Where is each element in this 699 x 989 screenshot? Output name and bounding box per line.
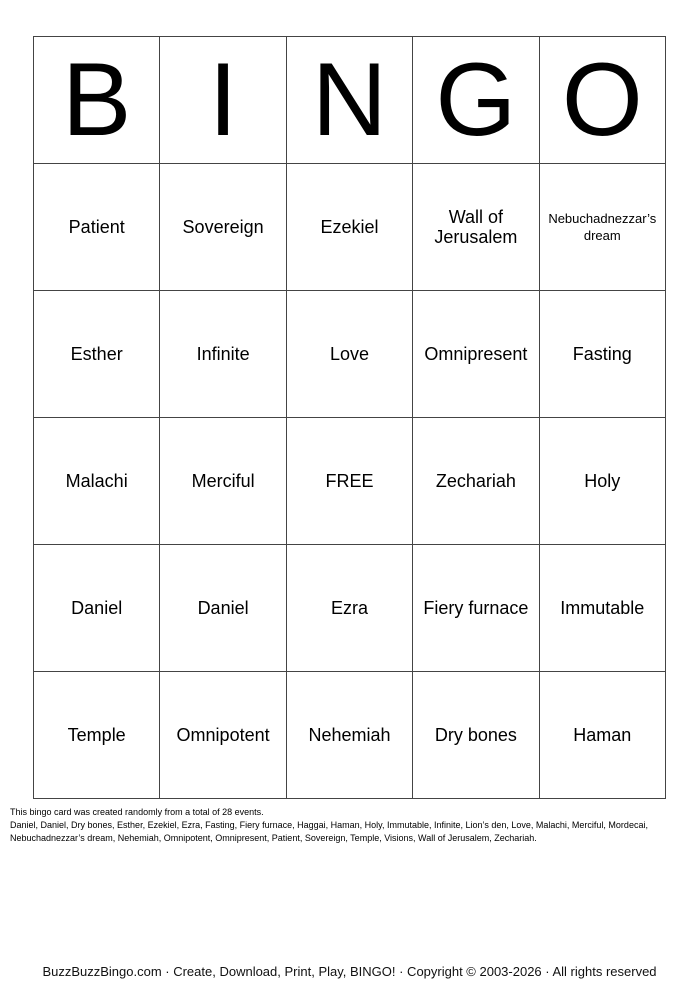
free-space-cell: FREE bbox=[286, 418, 412, 545]
card-description-intro: This bingo card was created randomly from a total of 28 events. bbox=[10, 807, 264, 817]
bingo-cell: Haman bbox=[539, 672, 665, 799]
bingo-cell: Omnipresent bbox=[413, 291, 539, 418]
bingo-cell: Daniel bbox=[34, 545, 160, 672]
bingo-cell: Patient bbox=[34, 164, 160, 291]
header-letter-b: B bbox=[34, 37, 160, 164]
bingo-cell: Omnipotent bbox=[160, 672, 286, 799]
bingo-cell: Love bbox=[286, 291, 412, 418]
bingo-cell: Malachi bbox=[34, 418, 160, 545]
header-letter-n: N bbox=[286, 37, 412, 164]
copyright-footer: BuzzBuzzBingo.com · Create, Download, Print, Play, BINGO! · Copyright © 2003-2026 · All rights reserved bbox=[42, 964, 657, 979]
bingo-cell: Temple bbox=[34, 672, 160, 799]
bingo-cell: Wall of Jerusalem bbox=[413, 164, 539, 291]
card-description bbox=[10, 806, 694, 845]
bingo-row bbox=[34, 545, 666, 672]
bingo-cell: Esther bbox=[34, 291, 160, 418]
header-letter-o: O bbox=[539, 37, 665, 164]
bingo-cell: Merciful bbox=[160, 418, 286, 545]
bingo-cell: Zechariah bbox=[413, 418, 539, 545]
bingo-cell: Sovereign bbox=[160, 164, 286, 291]
header-letter-i: I bbox=[160, 37, 286, 164]
card-event-list: Daniel, Daniel, Dry bones, Esther, Ezekiel, Ezra, Fasting, Fiery furnace, Haggai, Haman, Holy, Immutable, Infinite, Lion’s den, Love, Malachi, Merciful, Mordecai, Nebuchadnezzar’s dream, Nehemiah, Omnipotent, Omnipresent, Patient, Sovereign, Temple, Visions, Wall of Jerusalem, Zechariah. bbox=[10, 820, 648, 843]
bingo-cell: Nebuchadnezzar’s dream bbox=[539, 164, 665, 291]
header-letter-g: G bbox=[413, 37, 539, 164]
bingo-cell: Fasting bbox=[539, 291, 665, 418]
bingo-cell: Holy bbox=[539, 418, 665, 545]
bingo-header-row bbox=[34, 37, 666, 164]
bingo-cell: Dry bones bbox=[413, 672, 539, 799]
bingo-cell: Fiery furnace bbox=[413, 545, 539, 672]
bingo-cell: Immutable bbox=[539, 545, 665, 672]
bingo-cell: Daniel bbox=[160, 545, 286, 672]
bingo-card-grid bbox=[33, 36, 666, 799]
bingo-row bbox=[34, 672, 666, 799]
bingo-row bbox=[34, 418, 666, 545]
bingo-cell: Nehemiah bbox=[286, 672, 412, 799]
bingo-cell: Ezra bbox=[286, 545, 412, 672]
bingo-row bbox=[34, 291, 666, 418]
bingo-cell: Ezekiel bbox=[286, 164, 412, 291]
bingo-row bbox=[34, 164, 666, 291]
bingo-cell: Infinite bbox=[160, 291, 286, 418]
